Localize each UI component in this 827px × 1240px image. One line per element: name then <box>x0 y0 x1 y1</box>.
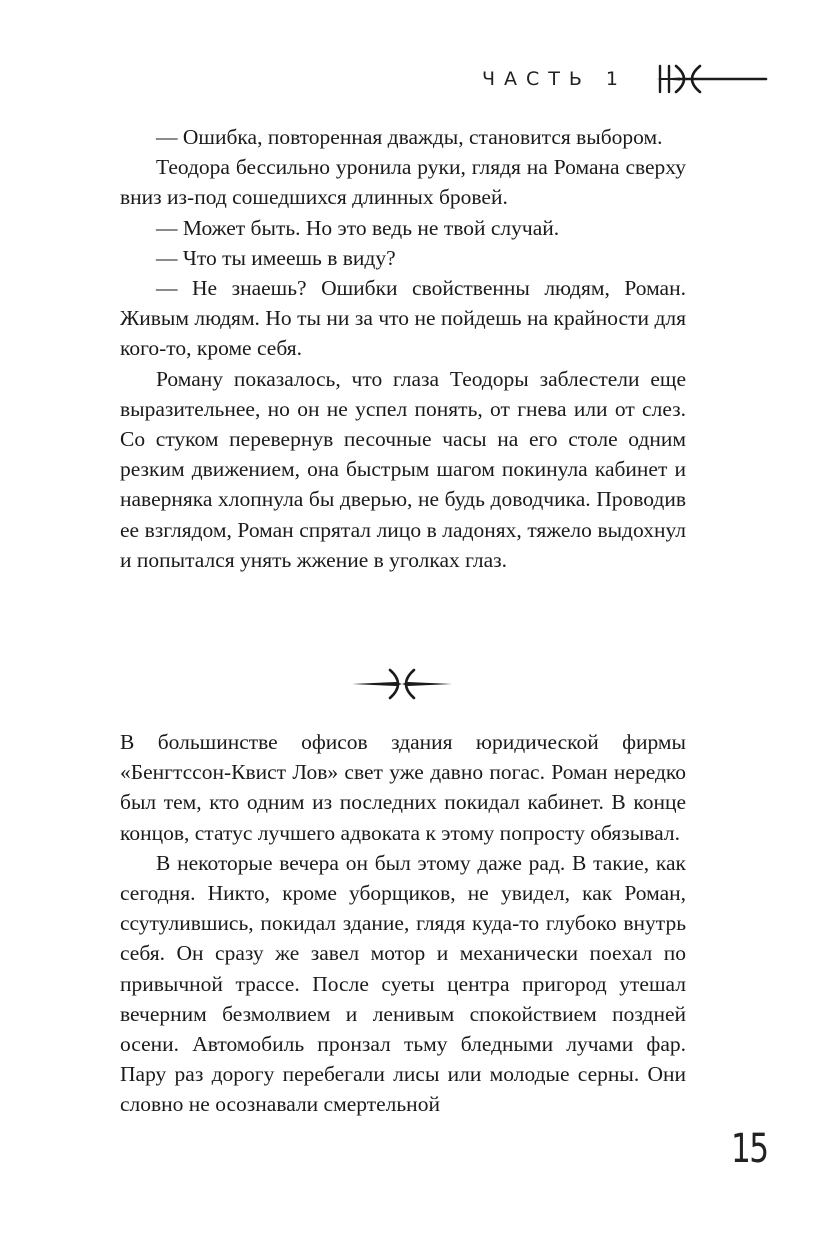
paragraph: — Может быть. Но это ведь не твой случай. <box>156 215 560 240</box>
text-block-lower <box>120 727 686 1120</box>
text-block-upper <box>120 122 686 575</box>
paragraph: — Что ты имеешь в виду? <box>156 245 396 270</box>
decorative-flourish-icon <box>350 667 454 701</box>
paragraph: В большинстве офисов здания юридической фирмы «Бенгтссон-Квист Лов» свет уже давно погас. Роман нередко был тем, кто одним из последних покидал кабинет. В конце концов, статус лучшего адвоката к этому попросту обязывал. <box>120 730 686 845</box>
running-header <box>0 62 827 98</box>
paragraph: Теодора бессильно уронила руки, глядя на Романа сверху вниз из-под сошедшихся длинных бровей. <box>120 155 686 210</box>
paragraph: В некоторые вечера он был этому даже рад. В такие, как сегодня. Никто, кроме уборщиков, не увидел, как Роман, ссутулившись, покидал здание, глядя куда-то глубоко внутрь себя. Он сразу же завел мотор и механически поехал по привычной трассе. После суеты центра пригород утешал вечерним безмолвием и ленивым спокойствием поздней осени. Автомобиль пронзал тьму бледными лучами фар. Пару раз дорогу перебегали лисы или молодые серны. Они словно не осознавали смертельной <box>120 850 686 1117</box>
page-number: 15 <box>731 1126 768 1172</box>
part-title: ЧАСТЬ 1 <box>481 68 627 90</box>
paragraph: — Не знаешь? Ошибки свойственны людям, Роман. Живым людям. Но ты ни за что не пойдешь на крайности для кого-то, кроме себя. <box>120 276 686 361</box>
decorative-flourish-icon <box>656 62 768 96</box>
paragraph: Роману показалось, что глаза Теодоры заблестели еще выразительнее, но он не успел понять, от гнева или от слез. Со стуком перевернув песочные часы на его столе одним резким движением, она быстрым шагом покинула кабинет и наверняка хлопнула бы дверью, не будь доводчика. Проводив ее взглядом, Роман спрятал лицо в ладонях, тяжело выдохнул и попытался унять жжение в уголках глаз. <box>120 366 686 572</box>
paragraph: — Ошибка, повторенная дважды, становится выбором. <box>156 125 663 149</box>
